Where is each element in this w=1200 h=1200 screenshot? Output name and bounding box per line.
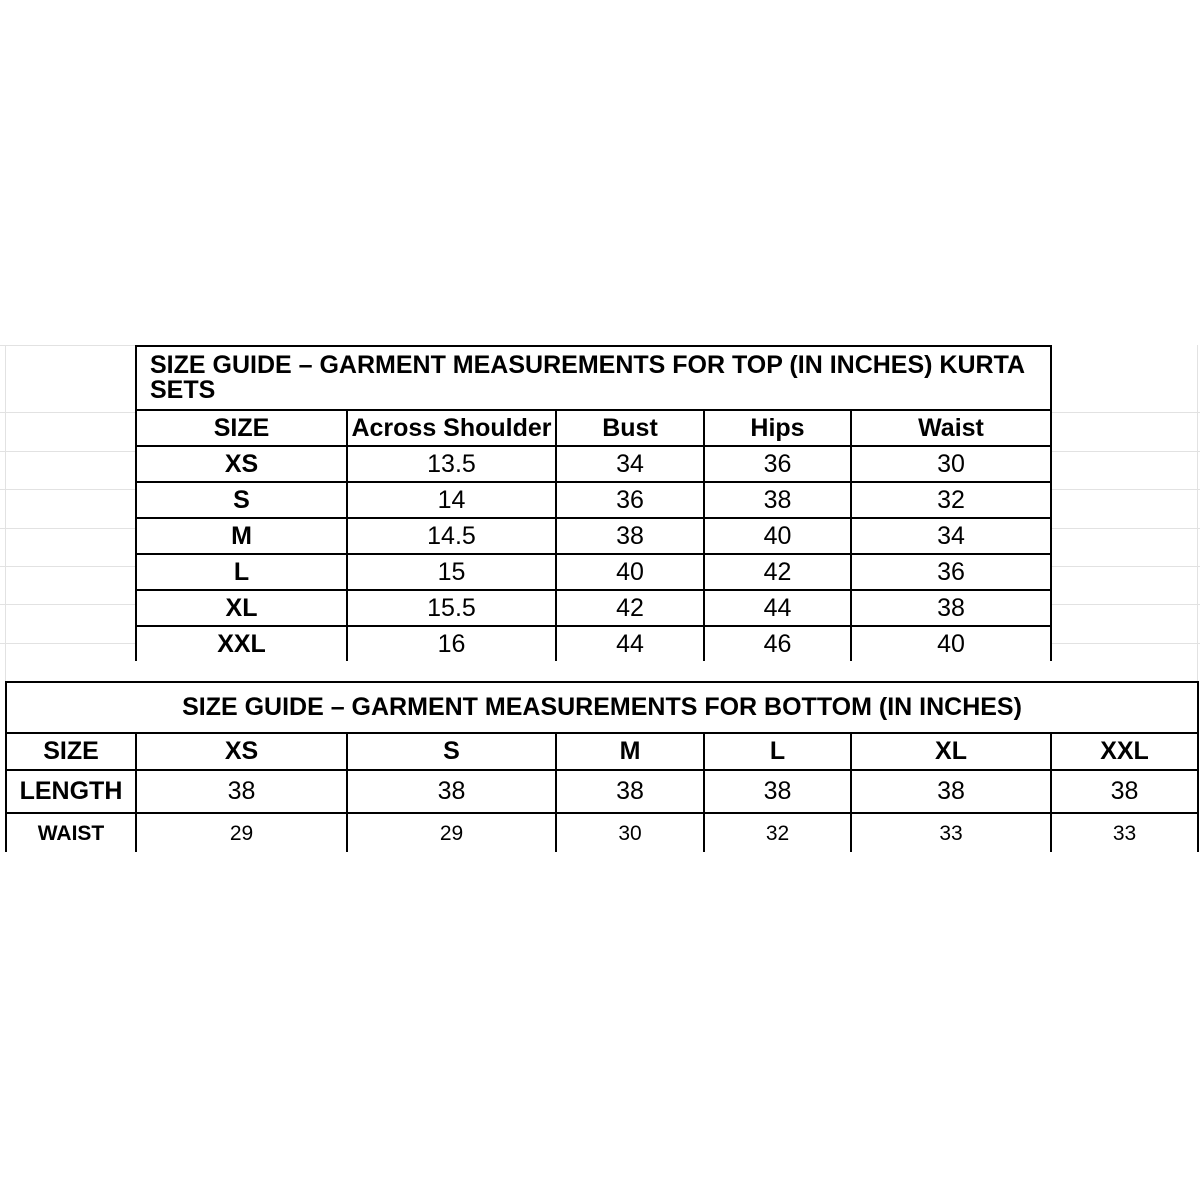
top-table-title: SIZE GUIDE – GARMENT MEASUREMENTS FOR TOP (IN INCHES) KURTA SETS xyxy=(136,346,1051,410)
table-cell: 42 xyxy=(556,590,704,626)
table-cell: 44 xyxy=(704,590,851,626)
table-row xyxy=(6,813,1198,852)
table-cell: 38 xyxy=(347,770,556,813)
table-cell: 15.5 xyxy=(347,590,556,626)
table-cell: 16 xyxy=(347,626,556,661)
table-cell: 38 xyxy=(136,770,347,813)
table-cell: 29 xyxy=(136,813,347,852)
size-cell: XS xyxy=(136,446,347,482)
table-cell: 40 xyxy=(556,554,704,590)
table-cell: 32 xyxy=(704,813,851,852)
table-cell: 33 xyxy=(851,813,1051,852)
column-header: L xyxy=(704,733,851,770)
table-cell: 46 xyxy=(704,626,851,661)
table-row xyxy=(136,626,1051,661)
size-cell: XXL xyxy=(136,626,347,661)
table-cell: 30 xyxy=(556,813,704,852)
column-header: S xyxy=(347,733,556,770)
sheet-gridline xyxy=(0,528,135,529)
table-cell: 14.5 xyxy=(347,518,556,554)
row-label: WAIST xyxy=(6,813,136,852)
column-header: XS xyxy=(136,733,347,770)
column-header: XXL xyxy=(1051,733,1198,770)
table-cell: 14 xyxy=(347,482,556,518)
sheet-gridline xyxy=(1050,489,1200,490)
table-cell: 38 xyxy=(851,770,1051,813)
top-size-table xyxy=(135,345,1052,661)
size-cell: L xyxy=(136,554,347,590)
table-cell: 38 xyxy=(851,590,1051,626)
table-cell: 33 xyxy=(1051,813,1198,852)
table-cell: 38 xyxy=(556,770,704,813)
column-header: XL xyxy=(851,733,1051,770)
table-cell: 44 xyxy=(556,626,704,661)
size-cell: XL xyxy=(136,590,347,626)
sheet-gridline xyxy=(1197,345,1198,681)
sheet-gridline xyxy=(1050,451,1200,452)
sheet-gridline xyxy=(1050,528,1200,529)
table-cell: 34 xyxy=(851,518,1051,554)
column-header: SIZE xyxy=(6,733,136,770)
column-header: M xyxy=(556,733,704,770)
table-row xyxy=(136,482,1051,518)
table-cell: 38 xyxy=(704,770,851,813)
sheet-gridline xyxy=(0,345,135,346)
table-cell: 38 xyxy=(556,518,704,554)
table-cell: 40 xyxy=(704,518,851,554)
sheet-gridline xyxy=(0,451,135,452)
table-cell: 38 xyxy=(1051,770,1198,813)
table-cell: 30 xyxy=(851,446,1051,482)
row-label: LENGTH xyxy=(6,770,136,813)
table-cell: 38 xyxy=(704,482,851,518)
table-cell: 40 xyxy=(851,626,1051,661)
sheet-gridline xyxy=(1050,412,1200,413)
sheet-gridline xyxy=(5,345,6,681)
size-cell: M xyxy=(136,518,347,554)
column-header: Across Shoulder xyxy=(347,410,556,446)
table-row xyxy=(136,446,1051,482)
table-row xyxy=(136,554,1051,590)
table-cell: 15 xyxy=(347,554,556,590)
table-cell: 32 xyxy=(851,482,1051,518)
sheet-gridline xyxy=(0,643,135,644)
column-header: Waist xyxy=(851,410,1051,446)
sheet-gridline xyxy=(0,412,135,413)
table-row xyxy=(6,770,1198,813)
column-header: SIZE xyxy=(136,410,347,446)
column-header: Hips xyxy=(704,410,851,446)
table-cell: 29 xyxy=(347,813,556,852)
top-table-header-row xyxy=(136,410,1051,446)
sheet-gridline xyxy=(0,566,135,567)
table-cell: 34 xyxy=(556,446,704,482)
table-row xyxy=(136,518,1051,554)
sheet-gridline xyxy=(1050,643,1200,644)
sheet-gridline xyxy=(1050,604,1200,605)
table-row xyxy=(136,590,1051,626)
table-cell: 36 xyxy=(704,446,851,482)
sheet-gridline xyxy=(0,604,135,605)
bottom-table-header-row xyxy=(6,733,1198,770)
sheet-gridline xyxy=(1050,566,1200,567)
size-cell: S xyxy=(136,482,347,518)
table-cell: 36 xyxy=(851,554,1051,590)
column-header: Bust xyxy=(556,410,704,446)
table-cell: 42 xyxy=(704,554,851,590)
bottom-size-table xyxy=(5,681,1199,852)
table-cell: 13.5 xyxy=(347,446,556,482)
sheet-gridline xyxy=(0,489,135,490)
bottom-table-title: SIZE GUIDE – GARMENT MEASUREMENTS FOR BOTTOM (IN INCHES) xyxy=(6,682,1198,733)
table-cell: 36 xyxy=(556,482,704,518)
